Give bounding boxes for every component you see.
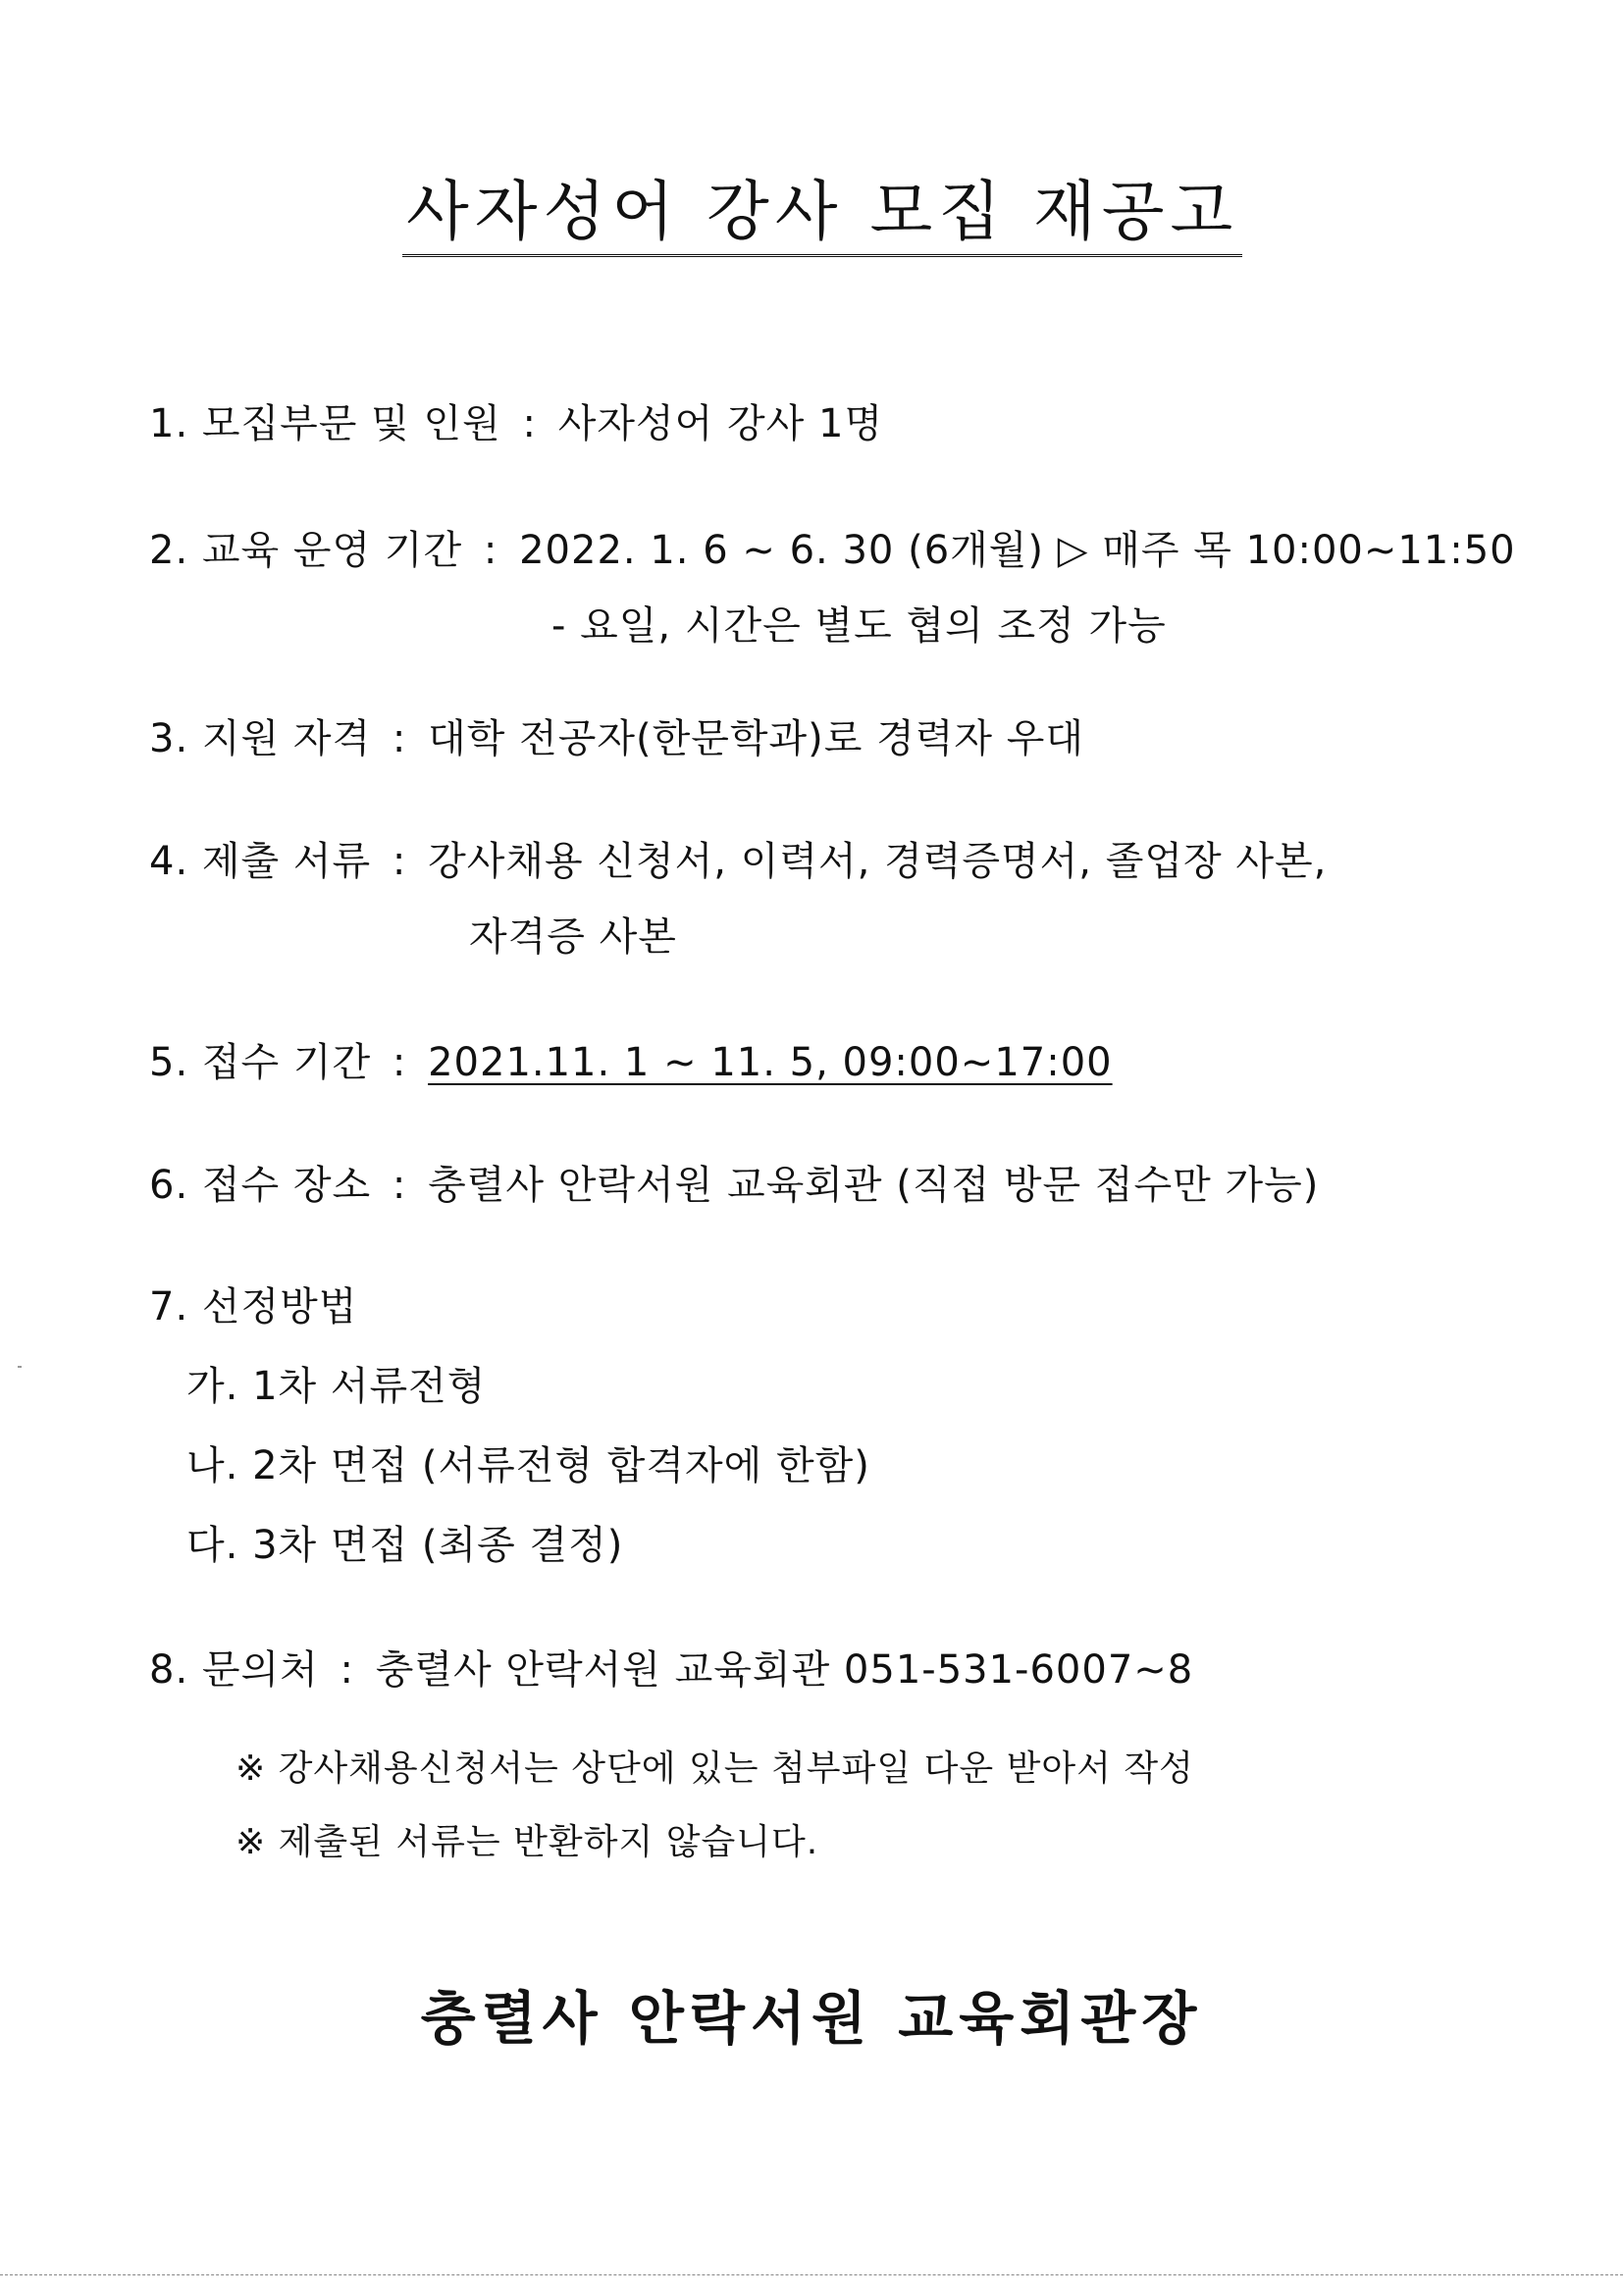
item-separator: : (522, 401, 538, 446)
item-number: 3. (149, 716, 189, 761)
page-title: 사자성어 강사 모집 재공고 (402, 177, 1242, 257)
item-number: 2. (149, 528, 189, 573)
item-number: 5. (149, 1040, 189, 1085)
title-wrapper (402, 174, 1239, 257)
item-separator: : (392, 839, 407, 884)
item-label: 문의처 (201, 1647, 319, 1693)
item-application-place (149, 1163, 1320, 1208)
item-value: 사자성어 강사 1명 (557, 401, 884, 446)
note-no-return: ※ 제출된 서류는 반환하지 않습니다. (236, 1822, 819, 1862)
item-separator: : (392, 1163, 407, 1208)
item-label: 모집부문 및 인원 (201, 401, 501, 446)
selection-step-2: 나. 2차 면접 (서류전형 합격자에 한함) (186, 1443, 870, 1488)
item-label: 접수 장소 (201, 1163, 372, 1208)
item-label: 지원 자격 (201, 716, 372, 761)
item-value: 충렬사 안락서원 교육회관 051-531-6007~8 (375, 1647, 1194, 1693)
item-documents-continued: 자격증 사본 (469, 914, 677, 960)
item-application-period (149, 1040, 1113, 1085)
item-number: 4. (149, 839, 189, 884)
item-separator: : (483, 528, 498, 573)
item-number: 6. (149, 1163, 189, 1208)
item-number: 1. (149, 401, 189, 446)
item-qualification (149, 716, 1085, 761)
item-number: 7. (149, 1284, 189, 1330)
item-value: 2021.11. 1 ~ 11. 5, 09:00~17:00 (428, 1040, 1113, 1085)
item-separator: : (392, 1040, 407, 1085)
item-separator: : (392, 716, 407, 761)
item-period (149, 528, 1516, 573)
selection-step-1: 가. 1차 서류전형 (186, 1364, 487, 1409)
item-recruitment (149, 401, 884, 446)
item-label: 제출 서류 (201, 839, 372, 884)
item-number: 8. (149, 1647, 189, 1693)
item-label: 선정방법 (201, 1284, 358, 1330)
scan-artifact (18, 1366, 22, 1368)
item-value: 2022. 1. 6 ~ 6. 30 (6개월) ▷ 매주 목 10:00~11:50 (519, 528, 1516, 573)
item-period-note: - 요일, 시간은 별도 협의 조정 가능 (551, 603, 1167, 649)
item-value: 충렬사 안락서원 교육회관 (직접 방문 접수만 가능) (428, 1163, 1320, 1208)
item-documents (149, 839, 1328, 884)
issuer-name: 충렬사 안락서원 교육회관장 (420, 1985, 1203, 2052)
note-attachment: ※ 강사채용신청서는 상단에 있는 첨부파일 다운 받아서 작성 (236, 1748, 1194, 1789)
item-value: 강사채용 신청서, 이력서, 경력증명서, 졸업장 사본, (428, 839, 1328, 884)
selection-step-3: 다. 3차 면접 (최종 결정) (186, 1523, 624, 1568)
item-contact (149, 1647, 1194, 1693)
item-selection (149, 1284, 358, 1330)
item-label: 교육 운영 기간 (201, 528, 463, 573)
item-label: 접수 기간 (201, 1040, 372, 1085)
bottom-divider (0, 2274, 1623, 2275)
item-value: 대학 전공자(한문학과)로 경력자 우대 (428, 716, 1085, 761)
item-separator: : (340, 1647, 355, 1693)
